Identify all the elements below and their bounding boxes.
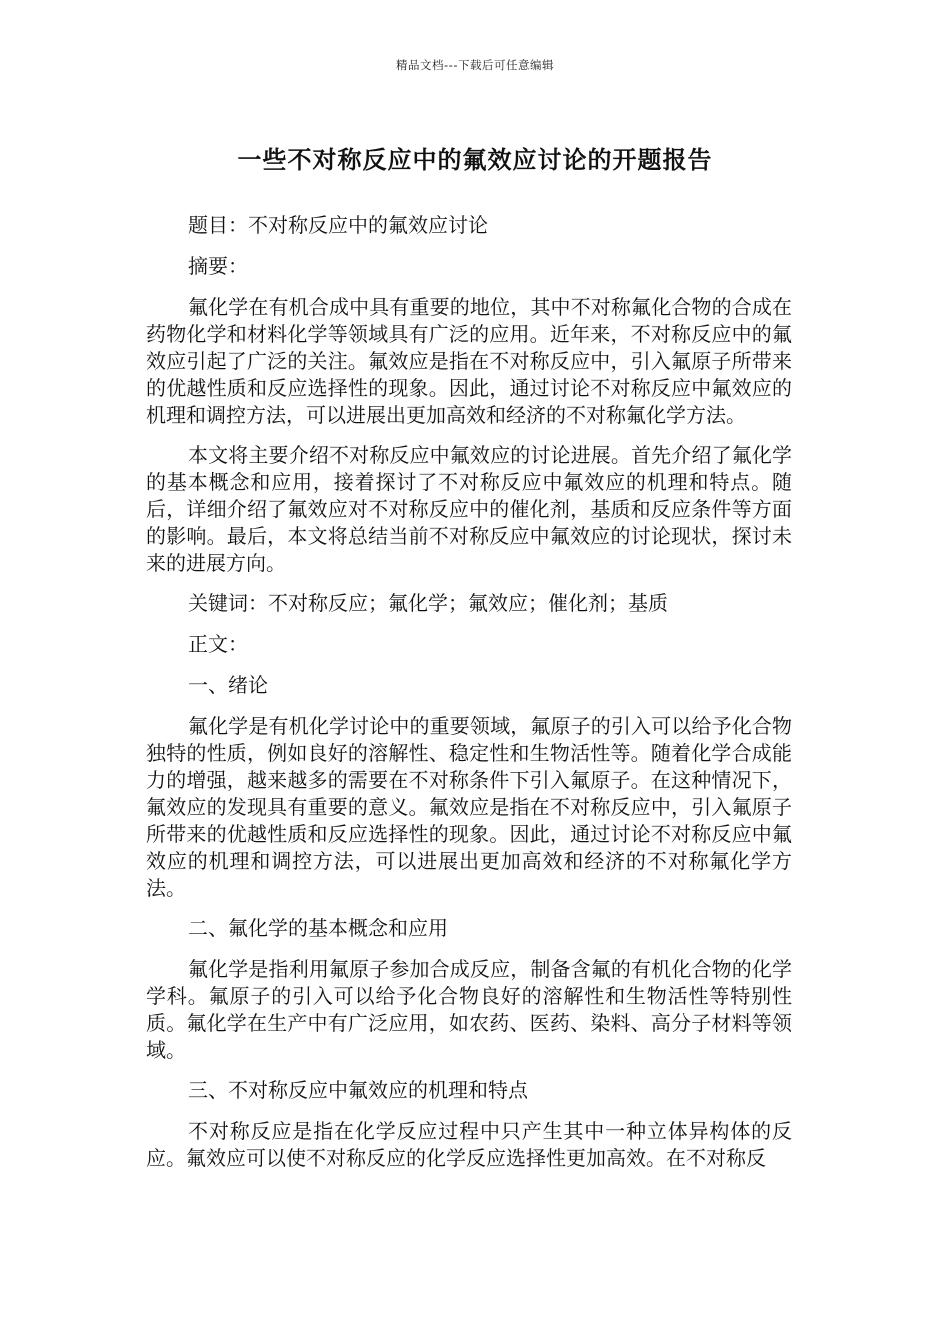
section-heading: 三、不对称反应中氟效应的机理和特点 <box>188 1078 528 1102</box>
section-heading: 一、绪论 <box>188 673 268 697</box>
abstract-paragraph: 本文将主要介绍不对称反应中氟效应的讨论进展。首先介绍了氟化学的基本概念和应用，接着探讨了不对称反应中氟效应的机理和特点。随后，详细介绍了氟效应对不对称反应中的催化剂，基质和反应条件等方面的影响。最后，本文将总结当前不对称反应中氟效应的讨论现状，探讨未来的进展方向。 <box>146 443 792 575</box>
document-title: 一些不对称反应中的氟效应讨论的开题报告 <box>237 146 713 174</box>
document-body <box>146 212 792 1185</box>
keywords-line: 关键词：不对称反应；氟化学；氟效应；催化剂；基质 <box>188 591 668 615</box>
section-heading: 二、氟化学的基本概念和应用 <box>188 916 448 940</box>
page-header-note: 精品文档---下载后可任意编辑 <box>396 58 554 72</box>
section-paragraph: 不对称反应是指在化学反应过程中只产生其中一种立体异构体的反应。氟效应可以使不对称反应的化学反应选择性更加高效。在不对称反 <box>146 1119 792 1170</box>
abstract-label: 摘要： <box>188 254 248 278</box>
abstract-paragraph: 氟化学在有机合成中具有重要的地位，其中不对称氟化合物的合成在药物化学和材料化学等领域具有广泛的应用。近年来，不对称反应中的氟效应引起了广泛的关注。氟效应是指在不对称反应中，引入氟原子所带来的优越性质和反应选择性的现象。因此，通过讨论不对称反应中氟效应的机理和调控方法，可以进展出更加高效和经济的不对称氟化学方法。 <box>146 295 792 427</box>
section-paragraph: 氟化学是有机化学讨论中的重要领域，氟原子的引入可以给予化合物独特的性质，例如良好的溶解性、稳定性和生物活性等。随着化学合成能力的增强，越来越多的需要在不对称条件下引入氟原子。在这种情况下，氟效应的发现具有重要的意义。氟效应是指在不对称反应中，引入氟原子所带来的优越性质和反应选择性的现象。因此，通过讨论不对称反应中氟效应的机理和调控方法，可以进展出更加高效和经济的不对称氟化学方法。 <box>146 714 792 900</box>
body-label: 正文： <box>188 632 248 656</box>
topic-line: 题目：不对称反应中的氟效应讨论 <box>188 213 488 237</box>
section-paragraph: 氟化学是指利用氟原子参加合成反应，制备含氟的有机化合物的化学学科。氟原子的引入可以给予化合物良好的溶解性和生物活性等特别性质。氟化学在生产中有广泛应用，如农药、医药、染料、高分子材料等领域。 <box>146 957 792 1062</box>
